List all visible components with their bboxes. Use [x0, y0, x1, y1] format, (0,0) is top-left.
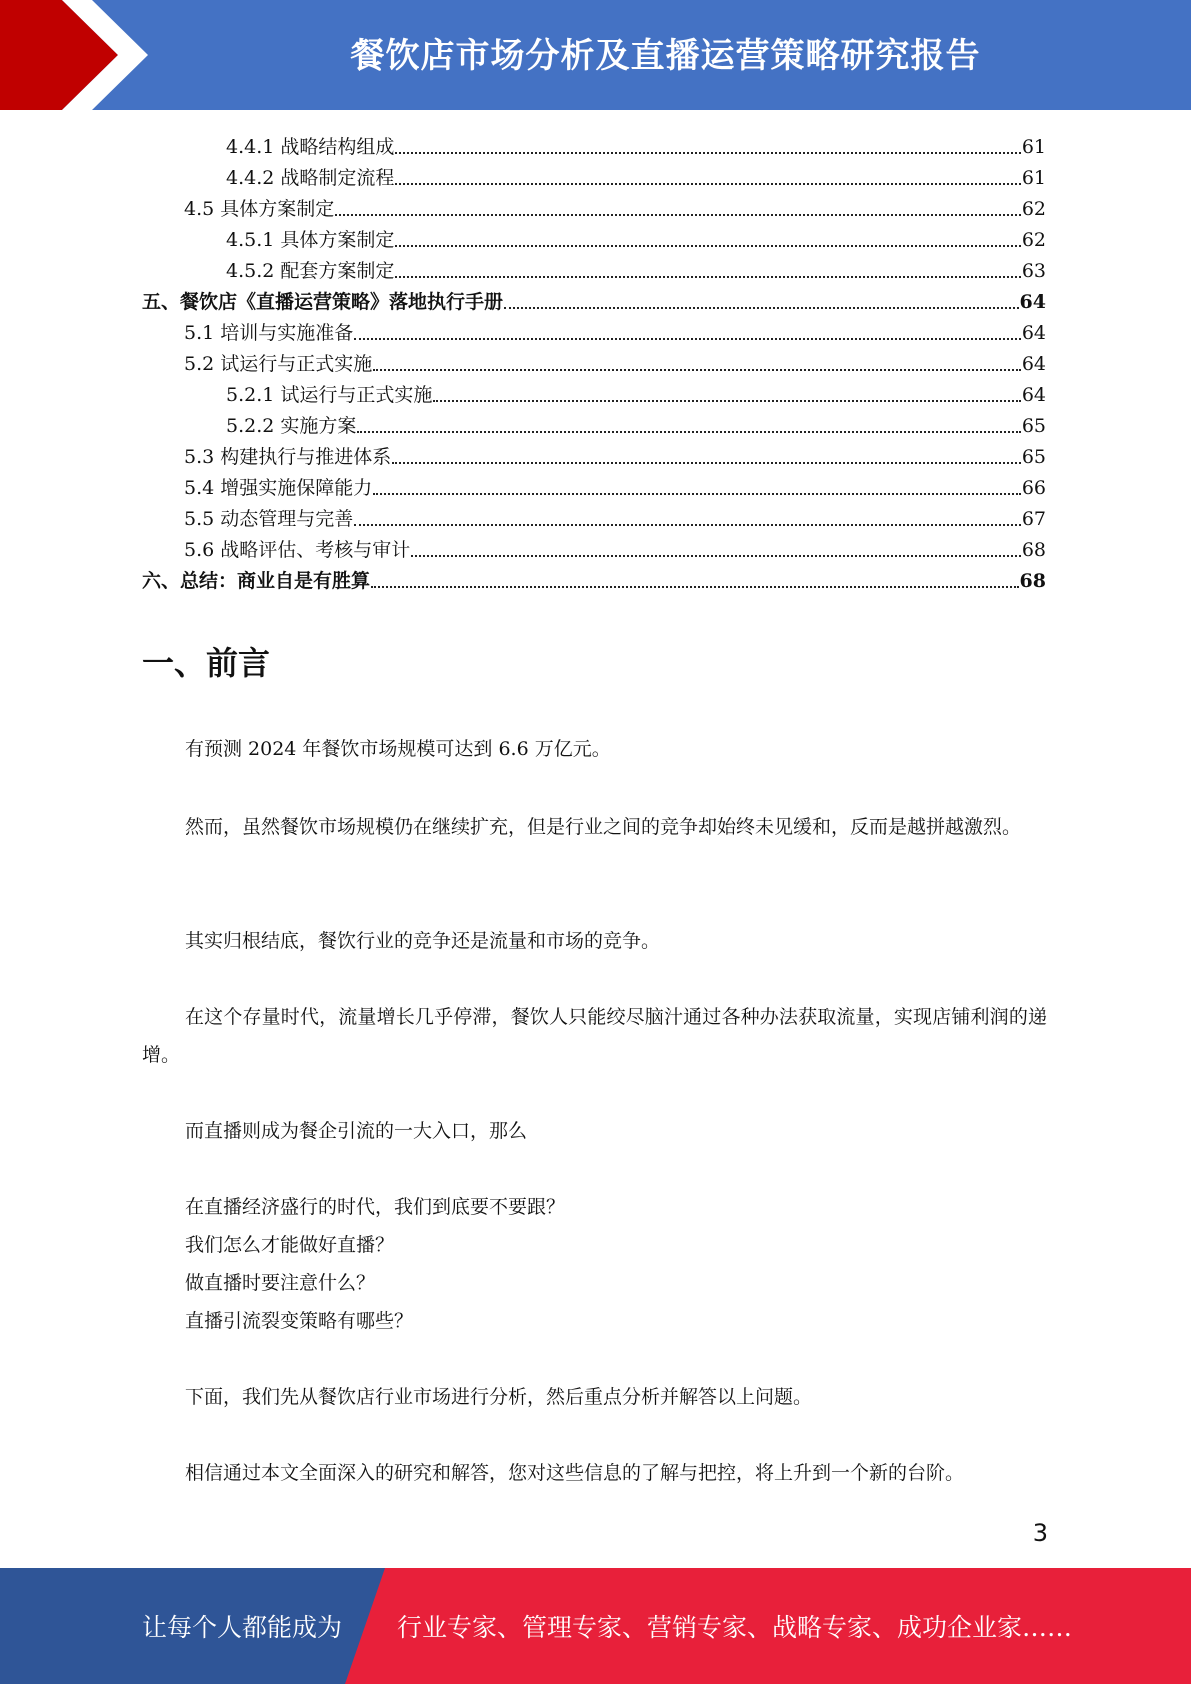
toc-entry-label: 4.4.2 战略制定流程: [226, 167, 395, 189]
toc-leader-dots: [395, 152, 1020, 154]
body-paragraph: 然而，虽然餐饮市场规模仍在继续扩充，但是行业之间的竞争却始终未见缓和，反而是越拼越激烈。: [185, 816, 1022, 838]
body-paragraph: 相信通过本文全面深入的研究和解答，您对这些信息的了解与把控，将上升到一个新的台阶。: [185, 1462, 965, 1484]
toc-entry-page: 68: [1021, 539, 1046, 561]
toc-entry-page: 65: [1021, 446, 1046, 468]
toc-entry-label: 5.6 战略评估、考核与审计: [184, 539, 411, 561]
toc-leader-dots: [395, 276, 1020, 278]
toc-entry-page: 64: [1021, 384, 1046, 406]
section-heading: 一、前言: [142, 644, 271, 682]
toc-entry-label: 5.3 构建执行与推进体系: [184, 446, 392, 468]
toc-entry-page: 68: [1019, 570, 1046, 592]
toc-leader-dots: [371, 586, 1019, 588]
body-paragraph: 而直播则成为餐企引流的一大入口，那么: [185, 1120, 528, 1142]
toc-entry-page: 61: [1021, 167, 1046, 189]
toc-leader-dots: [373, 493, 1021, 495]
toc-entry-label: 4.5.2 配套方案制定: [226, 260, 395, 282]
toc-leader-dots: [395, 183, 1020, 185]
toc-leader-dots: [392, 462, 1021, 464]
toc-entry-page: 62: [1021, 229, 1046, 251]
toc-chapter-entry[interactable]: [142, 283, 1046, 313]
toc-entry[interactable]: [184, 500, 1046, 530]
toc-leader-dots: [335, 214, 1021, 216]
toc-leader-dots: [504, 307, 1019, 309]
toc-entry-page: 67: [1021, 508, 1046, 530]
toc-leader-dots: [395, 245, 1020, 247]
toc-entry[interactable]: [184, 531, 1046, 561]
toc-entry-label: 5.2 试运行与正式实施: [184, 353, 373, 375]
toc-leader-dots: [354, 524, 1021, 526]
toc-entry[interactable]: [226, 159, 1046, 189]
toc-entry-page: 64: [1021, 322, 1046, 344]
toc-entry-label: 五、餐饮店《直播运营策略》落地执行手册: [142, 291, 504, 313]
footer-slogan-left: 让每个人都能成为: [142, 1613, 343, 1642]
body-paragraph: 下面，我们先从餐饮店行业市场进行分析，然后重点分析并解答以上问题。: [185, 1386, 813, 1408]
toc-entry-label: 5.4 增强实施保障能力: [184, 477, 373, 499]
header-arrow-decoration: [0, 0, 200, 110]
toc-entry-page: 64: [1021, 353, 1046, 375]
toc-entry[interactable]: [184, 314, 1046, 344]
question-line: 直播引流裂变策略有哪些？: [185, 1310, 414, 1332]
toc-entry[interactable]: [226, 376, 1046, 406]
toc-entry[interactable]: [226, 407, 1046, 437]
body-paragraph: 其实归根结底，餐饮行业的竞争还是流量和市场的竞争。: [185, 930, 661, 952]
toc-entry[interactable]: [184, 438, 1046, 468]
toc-chapter-entry[interactable]: [142, 562, 1046, 592]
toc-leader-dots: [433, 400, 1020, 402]
toc-entry[interactable]: [226, 128, 1046, 158]
toc-entry-label: 5.1 培训与实施准备: [184, 322, 354, 344]
toc-entry[interactable]: [184, 345, 1046, 375]
toc-entry-label: 六、总结：商业自是有胜算: [142, 570, 371, 592]
toc-leader-dots: [354, 338, 1021, 340]
report-title: 餐饮店市场分析及直播运营策略研究报告: [350, 36, 981, 76]
toc-leader-dots: [411, 555, 1021, 557]
body-paragraph: 有预测 2024 年餐饮市场规模可达到 6.6 万亿元。: [185, 738, 611, 760]
toc-entry-page: 66: [1021, 477, 1046, 499]
toc-entry-page: 61: [1021, 136, 1046, 158]
toc-entry-page: 62: [1021, 198, 1046, 220]
footer-slogan-right: 行业专家、管理专家、营销专家、战略专家、成功企业家……: [397, 1613, 1073, 1642]
toc-leader-dots: [373, 369, 1021, 371]
toc-entry-label: 4.5.1 具体方案制定: [226, 229, 395, 251]
body-paragraph: 在这个存量时代，流量增长几乎停滞，餐饮人只能绞尽脑汁通过各种办法获取流量，实现店铺利润的递增。: [142, 1006, 1047, 1066]
toc-leader-dots: [357, 431, 1020, 433]
page-footer: [0, 1568, 1191, 1684]
toc-entry-page: 63: [1021, 260, 1046, 282]
toc-entry-label: 4.5 具体方案制定: [184, 198, 335, 220]
toc-entry-label: 5.2.2 实施方案: [226, 415, 357, 437]
page-number: 3: [1032, 1519, 1048, 1547]
toc-entry-label: 4.4.1 战略结构组成: [226, 136, 395, 158]
toc-entry[interactable]: [226, 252, 1046, 282]
toc-entry-label: 5.5 动态管理与完善: [184, 508, 354, 530]
question-line: 在直播经济盛行的时代，我们到底要不要跟？: [185, 1196, 566, 1218]
toc-entry-label: 5.2.1 试运行与正式实施: [226, 384, 433, 406]
toc-entry-page: 65: [1021, 415, 1046, 437]
toc-entry[interactable]: [184, 190, 1046, 220]
toc-entry[interactable]: [184, 469, 1046, 499]
toc-entry[interactable]: [226, 221, 1046, 251]
question-line: 我们怎么才能做好直播？: [185, 1234, 395, 1256]
question-line: 做直播时要注意什么？: [185, 1272, 376, 1294]
toc-entry-page: 64: [1019, 291, 1046, 313]
page-header: [0, 0, 1191, 110]
